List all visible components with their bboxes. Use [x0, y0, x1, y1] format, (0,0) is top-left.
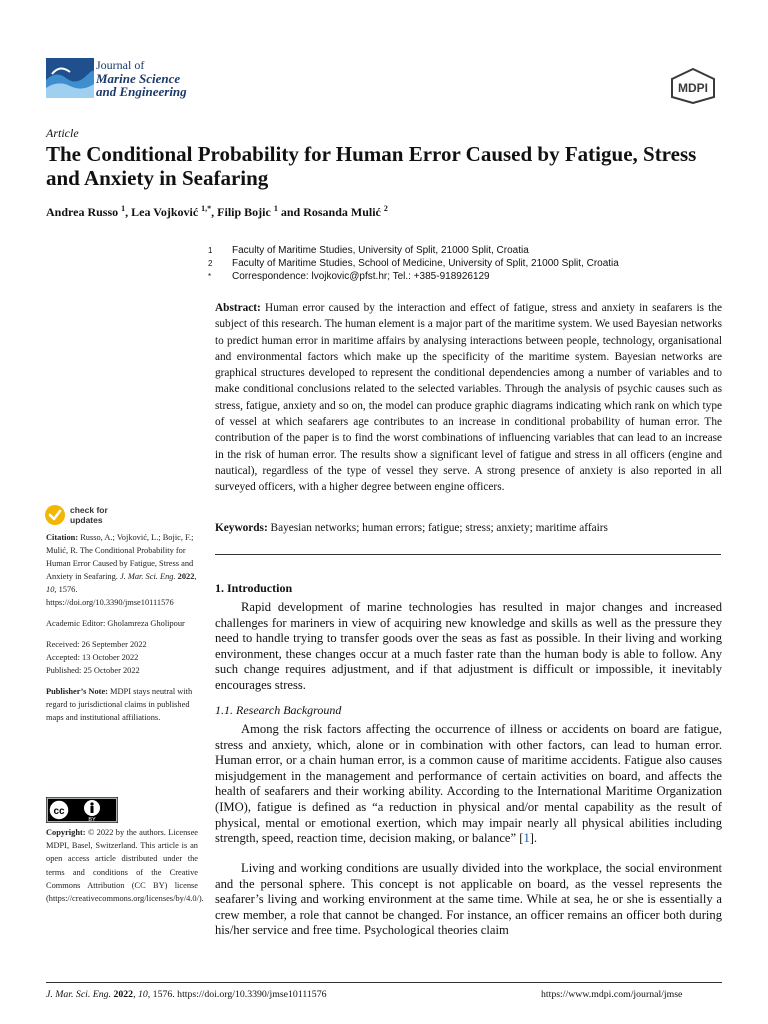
- published-date: Published: 25 October 2022: [46, 666, 140, 675]
- journal-name-line2: Marine Science: [96, 71, 181, 86]
- affiliation-text: Faculty of Maritime Studies, School of Medicine, University of Split, 21000 Split, Croatia: [232, 258, 619, 269]
- accepted-date: Accepted: 13 October 2022: [46, 653, 139, 662]
- journal-name-line1: Journal of: [96, 58, 145, 72]
- article-title: The Conditional Probability for Human Error Caused by Fatigue, Stress and Anxiety in Seafaring: [46, 142, 697, 190]
- copyright-notice: [46, 826, 204, 905]
- affiliation-row: [208, 257, 619, 270]
- footer-citation: J. Mar. Sci. Eng. 2022, 10, 1576. https://doi.org/10.3390/jmse10111576: [46, 989, 327, 1000]
- author-name[interactable]: Andrea Russo: [46, 205, 119, 219]
- footer-year: 2022: [113, 989, 134, 1000]
- footer-journal: J. Mar. Sci. Eng.: [46, 989, 112, 1000]
- author-list: [46, 204, 388, 220]
- footer-doi-link[interactable]: , 1576. https://doi.org/10.3390/jmse10111576: [147, 989, 327, 1000]
- abstract: [215, 300, 722, 496]
- author-name[interactable]: Rosanda Mulić: [303, 205, 381, 219]
- correspondence-text[interactable]: Correspondence: lvojkovic@pfst.hr; Tel.: +385-918926129: [232, 271, 490, 282]
- author-name[interactable]: Lea Vojković: [131, 205, 199, 219]
- citation-doi-link[interactable]: 1576. https://doi.org/10.3390/jmse10111576: [46, 585, 174, 607]
- paragraph-text: Rapid development of marine technologies has resulted in major changes and increased challenges for mariners in view of acquiring new knowledge and skills as well as the pressure they need to handle trying to transfer goods over the seas as fast as possible. In their living and working environment, these changes occur at a much faster rate than the human body is able to follow. Any such change requires adjustment, and if that adjustment is difficult or impossible, it inevitably encourages stress.: [215, 600, 722, 692]
- publishers-note-label: Publisher’s Note:: [46, 687, 108, 696]
- affiliation-mark: 2: [208, 259, 213, 268]
- article-type: Article: [46, 126, 79, 140]
- subsection-heading: 1.1. Research Background: [215, 703, 342, 717]
- paragraph-text: Among the risk factors affecting the occurrence of illness or accidents on board are fatigue, stress and anxiety, which, alone or in combination with other factors, can lead to human error. Human error, or a chain human error, is a common cause of maritime accidents. Fatigue also causes misjudgement in the management and performance of certain activities on board, and affects the health of seafarers and their working ability. According to the International Maritime Organization (IMO), fatigue is defined as “a reduction in physical and/or mental capability as the result of physical, mental or emotional exertion, which may impair nearly all physical abilities including strength, speed, reaction time, decision making, or balance” [: [215, 722, 722, 846]
- mdpi-logo: [664, 68, 722, 104]
- author-separator: ,: [211, 205, 218, 219]
- author-affiliation-mark: 1: [121, 204, 126, 213]
- citation-volume: 10: [46, 585, 55, 594]
- abstract-text: Human error caused by the interaction and effect of fatigue, stress and anxiety in seafarers is the subject of this research. The human element is a major part of the maritime system. We used Bayesian networks to predict human error in maritime affairs by analysing interactions between people, technology, organisational and environmental factors which make up the specificity of the maritime system. Bayesian networks are graphical structures developed to represent the conditional dependencies among a number of variables and to make conditional conclusions related to the selected variables. Through the analysis of psychic causes such as stress, fatigue, anxiety and so on, the model can produce graphic diagrams indicating which rank on which type of vessel at which seafarers age contributes to an increase in conditional probability of human error. The contribution of the paper is to find the worst combinations of influencing variables that can lead to an increase in the risk of human error. The results show a significant level of fatigue and stress in all officers (engine and nautical), regardless of the type of vessel they serve. A strong presence of anxiety is also reported in all surveyed officers, with a higher degree between engine officers.: [215, 302, 722, 494]
- author-affiliation-mark: 1,*: [201, 204, 212, 213]
- author-separator: ,: [125, 205, 132, 219]
- cc-by-license-icon[interactable]: [46, 797, 118, 823]
- affiliation-text: Faculty of Maritime Studies, University of Split, 21000 Split, Croatia: [232, 245, 529, 256]
- check-for-updates-button[interactable]: [70, 505, 108, 525]
- author-separator: and: [277, 205, 304, 219]
- cc-by-label: BY: [88, 817, 96, 823]
- body-paragraph: [215, 861, 722, 939]
- affiliation-row: [208, 270, 619, 283]
- footer-volume: 10: [137, 989, 148, 1000]
- citation-year: 2022: [177, 572, 195, 581]
- affiliation-row: [208, 244, 619, 257]
- copyright-text: © 2022 by the authors. Licensee MDPI, Basel, Switzerland. This article is an open access article distributed under the terms and conditions of the Creative Commons Attribution (CC BY) license (https://creativecommons.org/licenses/by/4.0/).: [46, 828, 204, 904]
- citation-link[interactable]: 1: [523, 831, 530, 846]
- section-divider: [215, 554, 721, 555]
- publishers-note: [46, 685, 201, 724]
- keywords: [215, 520, 722, 536]
- received-date: Received: 26 September 2022: [46, 640, 147, 649]
- paragraph-text-end: ].: [529, 831, 538, 846]
- sidebar-metadata: [46, 531, 201, 732]
- footer-journal-url[interactable]: https://www.mdpi.com/journal/jmse: [541, 989, 683, 1000]
- svg-text:cc: cc: [53, 806, 65, 817]
- section-heading: 1. Introduction: [215, 581, 293, 595]
- academic-editor: Academic Editor: Gholamreza Gholipour: [46, 619, 185, 628]
- publishers-note-text: MDPI stays neutral with regard to jurisdictional claims in published maps and institutional affiliations.: [46, 687, 193, 722]
- abstract-label: Abstract:: [215, 302, 261, 314]
- paragraph-text: Living and working conditions are usually divided into the workplace, the social environment and the personal sphere. This concept is not applicable on board, as the vessel represents the seafarer’s living and working environment at the same time. While at sea, he or she is essentially a crew member, a role that cannot be changed. For instance, an officer remains an officer both during his/her service and free time. Psychological theories claim: [215, 861, 722, 938]
- keywords-text: Bayesian networks; human errors; fatigue; stress; anxiety; maritime affairs: [270, 522, 608, 534]
- copyright-label: Copyright:: [46, 828, 86, 837]
- body-paragraph: [215, 722, 722, 847]
- affiliations: [208, 244, 619, 283]
- check-updates-line1: check for: [70, 505, 108, 515]
- journal-name-line3: and Engineering: [96, 84, 187, 99]
- check-for-updates-icon[interactable]: [44, 504, 66, 526]
- check-updates-line2: updates: [70, 515, 103, 525]
- footer-divider: [46, 982, 722, 983]
- affiliation-mark: 1: [208, 246, 213, 255]
- journal-name: [96, 59, 187, 98]
- body-paragraph: [215, 600, 722, 694]
- affiliation-mark: *: [208, 272, 212, 281]
- keywords-label: Keywords:: [215, 522, 268, 534]
- citation-block: Citation: Russo, A.; Vojković, L.; Bojic, F.; Mulić, R. The Conditional Probability for Human Error Caused by Fatigue, Stress and Anxiety in Seafaring. J. Mar. Sci. Eng. 2022, 10, 1576. https://doi.org/10.3390/jmse10111576: [46, 533, 197, 607]
- author-affiliation-mark: 1: [273, 204, 278, 213]
- journal-wave-logo: [46, 58, 94, 98]
- citation-journal: J. Mar. Sci. Eng.: [119, 572, 176, 581]
- citation-label: Citation:: [46, 533, 79, 542]
- author-affiliation-mark: 2: [383, 204, 388, 213]
- author-name[interactable]: Filip Bojic: [217, 205, 271, 219]
- publisher-label: MDPI: [678, 81, 708, 95]
- citation-text: Russo, A.; Vojković, L.; Bojic, F.; Mulić, R. The Conditional Probability for Human Error Caused by Fatigue, Stress and Anxiety in Seafaring.: [46, 533, 194, 581]
